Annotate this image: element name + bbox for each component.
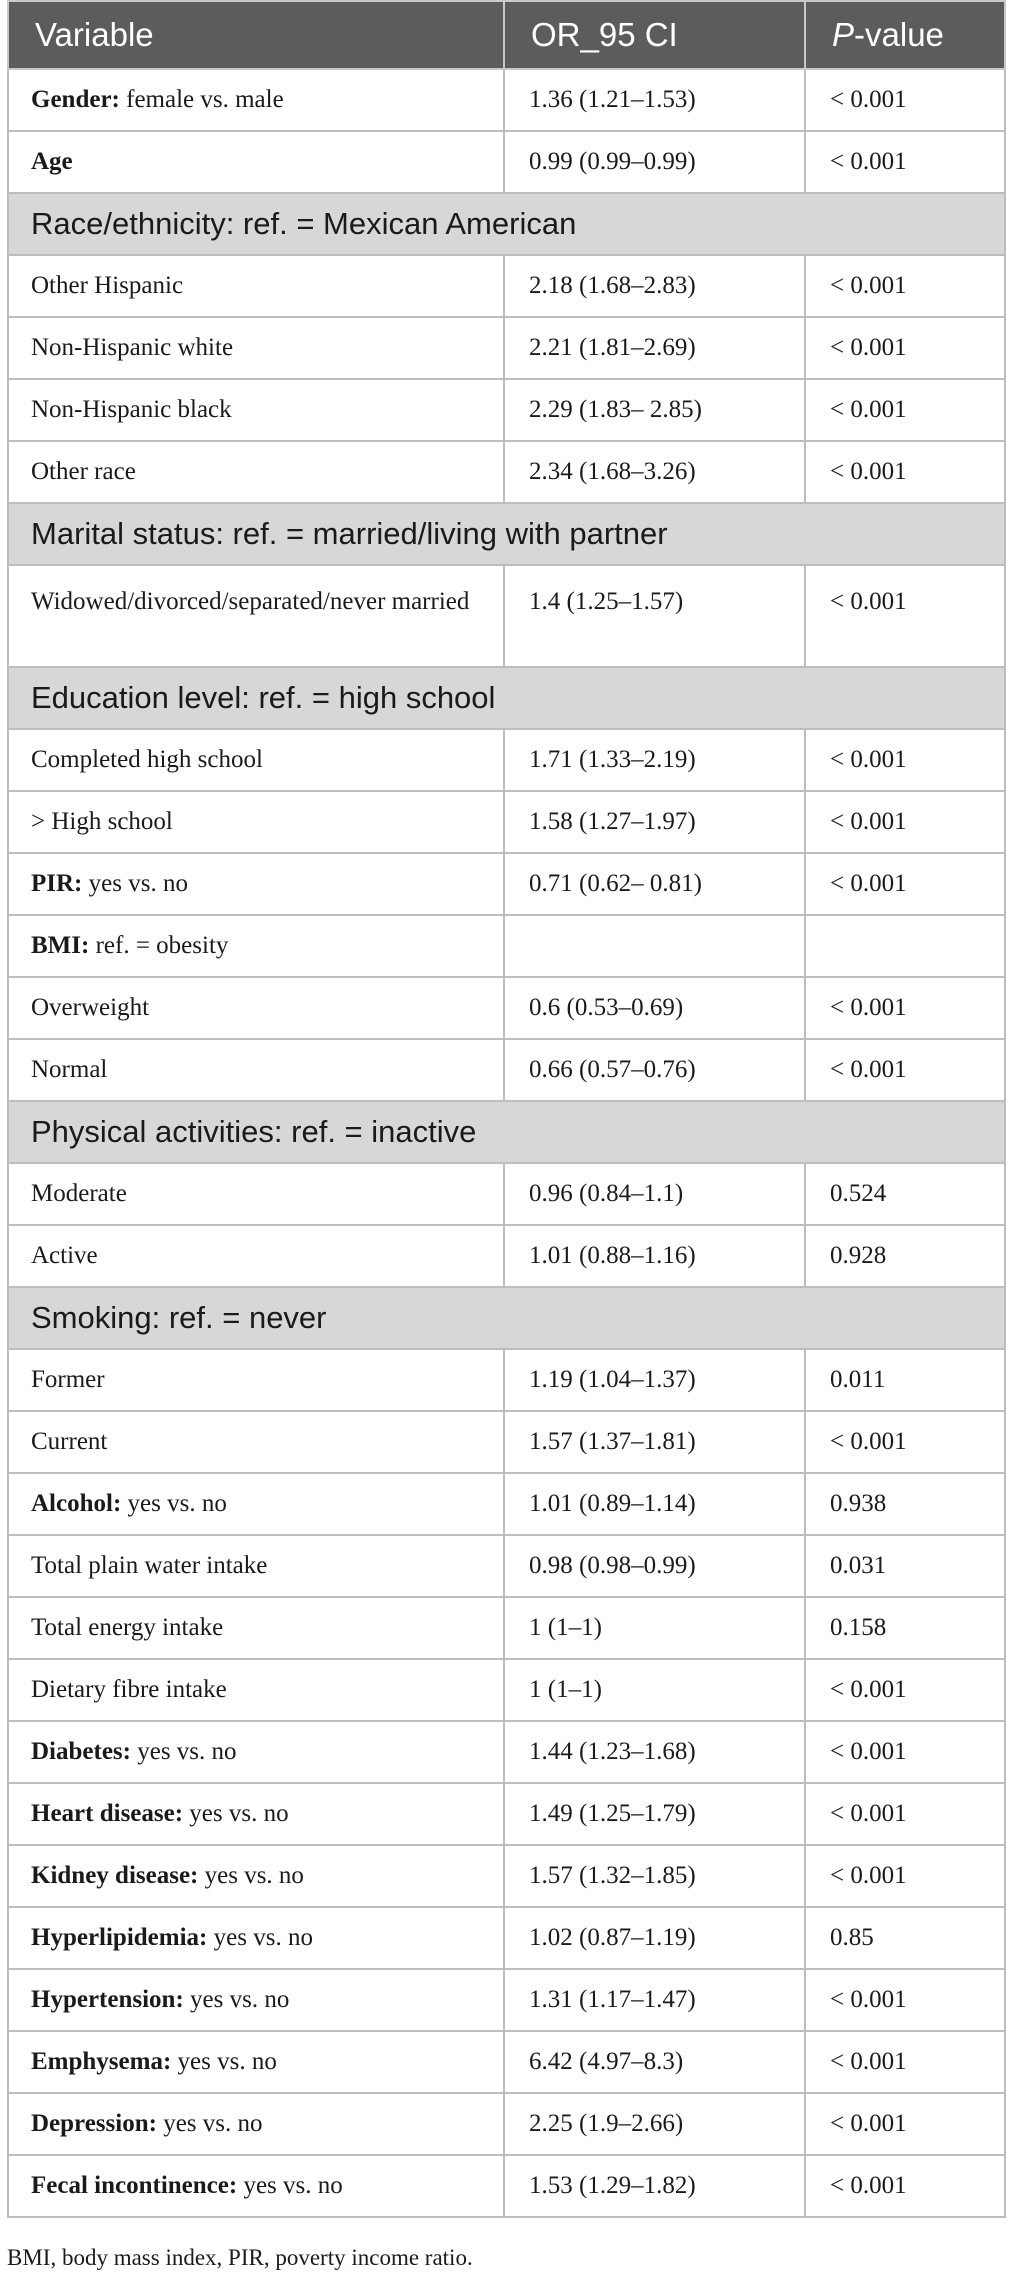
header-p-suffix: -value	[854, 16, 944, 53]
variable-label: yes vs. no	[207, 1924, 313, 1951]
or-ci-cell: 1.36 (1.21–1.53)	[504, 69, 805, 131]
section-header-row	[8, 1101, 1005, 1163]
p-value-cell: < 0.001	[805, 69, 1005, 131]
variable-cell	[8, 1473, 504, 1535]
variable-label: yes vs. no	[121, 1490, 227, 1517]
variable-cell	[8, 1349, 504, 1411]
p-value-cell: 0.011	[805, 1349, 1005, 1411]
or-ci-cell: 1.58 (1.27–1.97)	[504, 791, 805, 853]
table-row	[8, 317, 1005, 379]
variable-label: Widowed/divorced/separated/never married	[31, 588, 470, 615]
or-ci-cell: 1.19 (1.04–1.37)	[504, 1349, 805, 1411]
variable-cell	[8, 1225, 504, 1287]
or-ci-cell: 2.25 (1.9–2.66)	[504, 2093, 805, 2155]
variable-bold-label: Kidney disease:	[31, 1862, 199, 1889]
variable-label: yes vs. no	[130, 1738, 237, 1765]
variable-label: Current	[31, 1428, 108, 1455]
variable-cell	[8, 1039, 504, 1101]
section-header-row	[8, 667, 1005, 729]
variable-label: Completed high school	[31, 746, 263, 773]
variable-cell	[8, 1597, 504, 1659]
p-value-cell: 0.85	[805, 1907, 1005, 1969]
p-value-cell: < 0.001	[805, 1411, 1005, 1473]
table-row	[8, 2155, 1005, 2217]
p-value-cell: < 0.001	[805, 255, 1005, 317]
variable-cell	[8, 1163, 504, 1225]
variable-label: Total plain water intake	[31, 1552, 268, 1579]
variable-label: Other Hispanic	[31, 272, 184, 299]
or-ci-cell: 2.18 (1.68–2.83)	[504, 255, 805, 317]
variable-cell	[8, 1411, 504, 1473]
variable-cell	[8, 255, 504, 317]
section-label: Education level: ref. = high school	[8, 667, 1005, 729]
or-ci-cell: 1.01 (0.88–1.16)	[504, 1225, 805, 1287]
p-value-cell: < 0.001	[805, 729, 1005, 791]
variable-label: Former	[31, 1366, 105, 1393]
variable-label: yes vs. no	[183, 1986, 290, 2013]
section-label: Physical activities: ref. = inactive	[8, 1101, 1005, 1163]
variable-label: Non-Hispanic white	[31, 334, 234, 361]
variable-label: Overweight	[31, 994, 150, 1021]
p-value-cell	[805, 915, 1005, 977]
variable-bold-label: BMI:	[31, 932, 90, 959]
p-value-cell: 0.158	[805, 1597, 1005, 1659]
section-label: Marital status: ref. = married/living with partner	[8, 503, 1005, 565]
table-row	[8, 977, 1005, 1039]
p-value-cell: 0.938	[805, 1473, 1005, 1535]
table-row	[8, 1411, 1005, 1473]
table-body	[8, 69, 1005, 2217]
header-or-ci: OR_95 CI	[504, 1, 805, 69]
or-ci-cell: 1.02 (0.87–1.19)	[504, 1907, 805, 1969]
variable-label: Non-Hispanic black	[31, 396, 232, 423]
variable-cell	[8, 1969, 504, 2031]
table-row	[8, 441, 1005, 503]
variable-label: Total energy intake	[31, 1614, 224, 1641]
section-label: Race/ethnicity: ref. = Mexican American	[8, 193, 1005, 255]
or-ci-cell: 1.31 (1.17–1.47)	[504, 1969, 805, 2031]
or-ci-cell: 0.71 (0.62– 0.81)	[504, 853, 805, 915]
header-p-italic: P	[832, 16, 855, 53]
or-ci-cell: 1.01 (0.89–1.14)	[504, 1473, 805, 1535]
or-ci-cell: 6.42 (4.97–8.3)	[504, 2031, 805, 2093]
variable-cell	[8, 729, 504, 791]
table-row	[8, 1845, 1005, 1907]
variable-label: yes vs. no	[156, 2110, 263, 2137]
table-row	[8, 2093, 1005, 2155]
variable-cell	[8, 1907, 504, 1969]
variable-cell	[8, 441, 504, 503]
section-header-row	[8, 193, 1005, 255]
or-ci-cell: 2.29 (1.83– 2.85)	[504, 379, 805, 441]
p-value-cell: < 0.001	[805, 853, 1005, 915]
variable-label: Other race	[31, 458, 136, 485]
variable-label: yes vs. no	[82, 870, 188, 897]
variable-cell	[8, 317, 504, 379]
variable-bold-label: Emphysema:	[31, 2048, 172, 2075]
table-row	[8, 1783, 1005, 1845]
variable-label: yes vs. no	[171, 2048, 277, 2075]
p-value-cell: 0.524	[805, 1163, 1005, 1225]
variable-cell	[8, 69, 504, 131]
p-value-cell: < 0.001	[805, 791, 1005, 853]
p-value-cell: < 0.001	[805, 1721, 1005, 1783]
table-footnote: BMI, body mass index, PIR, poverty income ratio.	[7, 2245, 473, 2270]
variable-cell	[8, 379, 504, 441]
odds-ratio-table	[7, 0, 1006, 2218]
variable-cell	[8, 2093, 504, 2155]
table-row	[8, 1721, 1005, 1783]
variable-bold-label: Heart disease:	[31, 1800, 184, 1827]
p-value-cell: < 0.001	[805, 1783, 1005, 1845]
variable-label: ref. = obesity	[89, 932, 229, 959]
results-table-container	[7, 0, 1004, 2218]
p-value-cell: < 0.001	[805, 2093, 1005, 2155]
p-value-cell: < 0.001	[805, 1039, 1005, 1101]
table-row	[8, 1349, 1005, 1411]
variable-label: female vs. male	[119, 86, 284, 113]
variable-cell	[8, 853, 504, 915]
table-row	[8, 1597, 1005, 1659]
variable-label: yes vs. no	[198, 1862, 304, 1889]
variable-bold-label: PIR:	[31, 870, 83, 897]
variable-cell	[8, 915, 504, 977]
variable-cell	[8, 565, 504, 667]
table-row	[8, 69, 1005, 131]
table-row	[8, 915, 1005, 977]
variable-label: Dietary fibre intake	[31, 1676, 227, 1703]
variable-bold-label: Alcohol:	[31, 1490, 122, 1517]
p-value-cell: < 0.001	[805, 565, 1005, 667]
table-row	[8, 255, 1005, 317]
p-value-cell: < 0.001	[805, 1845, 1005, 1907]
variable-bold-label: Hypertension:	[31, 1986, 184, 2013]
variable-bold-label: Depression:	[31, 2110, 157, 2137]
table-row	[8, 791, 1005, 853]
variable-bold-label: Gender:	[31, 86, 120, 113]
variable-cell	[8, 1845, 504, 1907]
or-ci-cell: 1.53 (1.29–1.82)	[504, 2155, 805, 2217]
table-row	[8, 853, 1005, 915]
variable-cell	[8, 1783, 504, 1845]
table-row	[8, 1659, 1005, 1721]
table-row	[8, 379, 1005, 441]
variable-cell	[8, 131, 504, 193]
variable-cell	[8, 1721, 504, 1783]
or-ci-cell: 0.99 (0.99–0.99)	[504, 131, 805, 193]
variable-bold-label: Diabetes:	[31, 1738, 131, 1765]
variable-label: > High school	[31, 808, 173, 835]
or-ci-cell: 2.21 (1.81–2.69)	[504, 317, 805, 379]
p-value-cell: < 0.001	[805, 441, 1005, 503]
section-header-row	[8, 503, 1005, 565]
variable-label: yes vs. no	[237, 2172, 343, 2199]
variable-bold-label: Hyperlipidemia:	[31, 1924, 208, 1951]
variable-cell	[8, 1659, 504, 1721]
variable-bold-label: Age	[31, 148, 73, 175]
p-value-cell: < 0.001	[805, 317, 1005, 379]
table-row	[8, 1535, 1005, 1597]
variable-bold-label: Fecal incontinence:	[31, 2172, 238, 2199]
or-ci-cell	[504, 915, 805, 977]
variable-cell	[8, 791, 504, 853]
p-value-cell: < 0.001	[805, 2155, 1005, 2217]
table-row	[8, 1473, 1005, 1535]
or-ci-cell: 1.57 (1.37–1.81)	[504, 1411, 805, 1473]
table-row	[8, 1039, 1005, 1101]
table-row	[8, 1163, 1005, 1225]
or-ci-cell: 1.71 (1.33–2.19)	[504, 729, 805, 791]
p-value-cell: < 0.001	[805, 131, 1005, 193]
or-ci-cell: 1 (1–1)	[504, 1659, 805, 1721]
p-value-cell: < 0.001	[805, 379, 1005, 441]
table-row	[8, 565, 1005, 667]
header-variable: Variable	[8, 1, 504, 69]
variable-label: Normal	[31, 1056, 108, 1083]
variable-label: yes vs. no	[183, 1800, 289, 1827]
p-value-cell: < 0.001	[805, 977, 1005, 1039]
table-row	[8, 1969, 1005, 2031]
p-value-cell: 0.031	[805, 1535, 1005, 1597]
or-ci-cell: 1 (1–1)	[504, 1597, 805, 1659]
table-row	[8, 131, 1005, 193]
variable-cell	[8, 2155, 504, 2217]
p-value-cell: < 0.001	[805, 1659, 1005, 1721]
or-ci-cell: 0.98 (0.98–0.99)	[504, 1535, 805, 1597]
p-value-cell: < 0.001	[805, 2031, 1005, 2093]
table-row	[8, 1225, 1005, 1287]
variable-cell	[8, 1535, 504, 1597]
section-label: Smoking: ref. = never	[8, 1287, 1005, 1349]
table-row	[8, 2031, 1005, 2093]
table-header-row	[8, 1, 1005, 69]
variable-cell	[8, 2031, 504, 2093]
or-ci-cell: 2.34 (1.68–3.26)	[504, 441, 805, 503]
header-p-value	[805, 1, 1005, 69]
or-ci-cell: 1.49 (1.25–1.79)	[504, 1783, 805, 1845]
or-ci-cell: 0.6 (0.53–0.69)	[504, 977, 805, 1039]
table-row	[8, 729, 1005, 791]
variable-label: Active	[31, 1242, 98, 1269]
p-value-cell: < 0.001	[805, 1969, 1005, 2031]
or-ci-cell: 1.57 (1.32–1.85)	[504, 1845, 805, 1907]
section-header-row	[8, 1287, 1005, 1349]
or-ci-cell: 1.4 (1.25–1.57)	[504, 565, 805, 667]
or-ci-cell: 1.44 (1.23–1.68)	[504, 1721, 805, 1783]
p-value-cell: 0.928	[805, 1225, 1005, 1287]
table-row	[8, 1907, 1005, 1969]
or-ci-cell: 0.66 (0.57–0.76)	[504, 1039, 805, 1101]
variable-cell	[8, 977, 504, 1039]
variable-label: Moderate	[31, 1180, 127, 1207]
or-ci-cell: 0.96 (0.84–1.1)	[504, 1163, 805, 1225]
